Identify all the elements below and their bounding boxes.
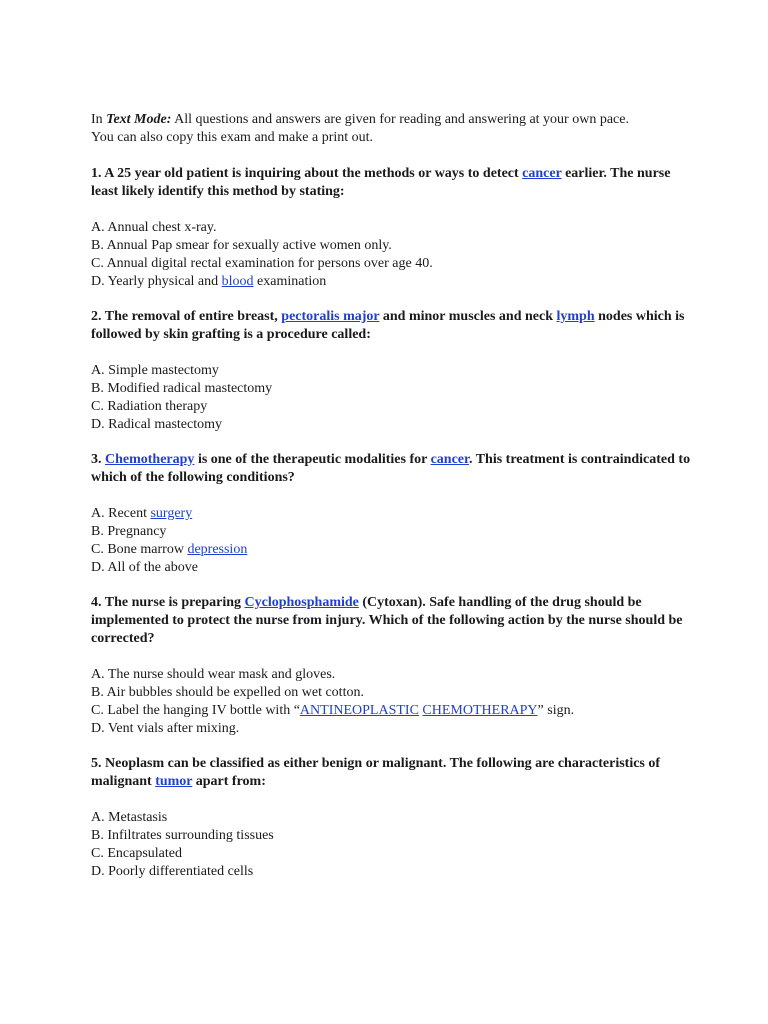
question-5-text-part: 5. Neoplasm can be classified as either benign or malignant. The following are characteristics of malignant xyxy=(91,756,661,789)
question-3-option-c xyxy=(91,541,691,559)
question-1-option-b: B. Annual Pap smear for sexually active women only. xyxy=(91,238,392,253)
question-5-option-d: D. Poorly differentiated cells xyxy=(91,864,254,879)
option-text: C. Bone marrow xyxy=(91,542,188,557)
link-surgery[interactable]: surgery xyxy=(150,506,193,521)
question-1 xyxy=(91,165,691,291)
link-cyclophosphamide[interactable]: Cyclophosphamide xyxy=(244,595,359,610)
option-text: ” sign. xyxy=(537,703,575,718)
question-5-option-a: A. Metastasis xyxy=(91,810,168,825)
question-5-option-c: C. Encapsulated xyxy=(91,846,182,861)
link-lymph[interactable]: lymph xyxy=(556,309,595,324)
link-blood[interactable]: blood xyxy=(221,274,254,289)
question-1-text-part: earlier. The nurse least likely identify this method by stating: xyxy=(91,166,671,199)
question-4-option-c xyxy=(91,702,691,720)
question-3-option-d: D. All of the above xyxy=(91,560,198,575)
question-4-option-d: D. Vent vials after mixing. xyxy=(91,721,240,736)
question-2 xyxy=(91,308,691,434)
question-3-option-a xyxy=(91,505,691,523)
question-1-option-d xyxy=(91,273,691,291)
question-4-option-a: A. The nurse should wear mask and gloves. xyxy=(91,667,336,682)
question-1-text xyxy=(91,165,691,201)
intro-line-1: All questions and answers are given for reading and answering at your own pace. xyxy=(171,112,629,127)
question-4-text-part: 4. The nurse is preparing xyxy=(91,595,245,610)
option-text: A. Recent xyxy=(91,506,151,521)
option-text: C. Label the hanging IV bottle with “ xyxy=(91,703,300,718)
question-2-text-part: and minor muscles and neck xyxy=(379,309,557,324)
option-text: examination xyxy=(253,274,327,289)
question-4-text xyxy=(91,594,691,648)
question-3-option-b: B. Pregnancy xyxy=(91,524,167,539)
question-4 xyxy=(91,594,691,738)
question-5-text xyxy=(91,755,691,791)
question-5-option-b: B. Infiltrates surrounding tissues xyxy=(91,828,274,843)
question-1-text-part: 1. A 25 year old patient is inquiring about the methods or ways to detect xyxy=(91,166,523,181)
question-5 xyxy=(91,755,691,881)
question-2-option-a: A. Simple mastectomy xyxy=(91,363,219,378)
question-3 xyxy=(91,451,691,577)
question-3-text-part: . This treatment is contraindicated to which of the following conditions? xyxy=(91,452,691,485)
link-cancer[interactable]: cancer xyxy=(430,452,469,467)
intro-prefix: In xyxy=(91,112,107,127)
option-text: D. Yearly physical and xyxy=(91,274,222,289)
question-2-text-part: 2. The removal of entire breast, xyxy=(91,309,282,324)
question-4-text-part: (Cytoxan). Safe handling of the drug should be implemented to protect the nurse from injury. Which of the following action by the nurse should be corrected? xyxy=(91,595,683,646)
link-depression[interactable]: depression xyxy=(187,542,248,557)
link-antineoplastic[interactable]: ANTINEOPLASTIC xyxy=(299,703,419,718)
question-2-text xyxy=(91,308,691,344)
question-3-text-part: 3. xyxy=(91,452,105,467)
question-2-option-c: C. Radiation therapy xyxy=(91,399,208,414)
intro-line-2: You can also copy this exam and make a print out. xyxy=(91,130,374,145)
link-cancer[interactable]: cancer xyxy=(522,166,562,181)
question-2-option-b: B. Modified radical mastectomy xyxy=(91,381,273,396)
question-1-option-c: C. Annual digital rectal examination for persons over age 40. xyxy=(91,256,433,271)
question-4-option-b: B. Air bubbles should be expelled on wet cotton. xyxy=(91,685,364,700)
question-3-text xyxy=(91,451,691,487)
question-2-option-d: D. Radical mastectomy xyxy=(91,417,223,432)
intro-paragraph xyxy=(91,111,691,147)
text-mode-label: Text Mode: xyxy=(106,112,172,127)
question-5-text-part: apart from: xyxy=(192,774,266,789)
link-chemotherapy-caps[interactable]: CHEMOTHERAPY xyxy=(422,703,538,718)
link-chemotherapy[interactable]: Chemotherapy xyxy=(105,452,195,467)
link-tumor[interactable]: tumor xyxy=(155,774,193,789)
question-3-text-part: is one of the therapeutic modalities for xyxy=(194,452,431,467)
link-pectoralis-major[interactable]: pectoralis major xyxy=(281,309,380,324)
question-2-text-part: nodes which is followed by skin grafting is a procedure called: xyxy=(91,309,685,342)
document-content xyxy=(91,111,691,898)
question-1-option-a: A. Annual chest x-ray. xyxy=(91,220,217,235)
